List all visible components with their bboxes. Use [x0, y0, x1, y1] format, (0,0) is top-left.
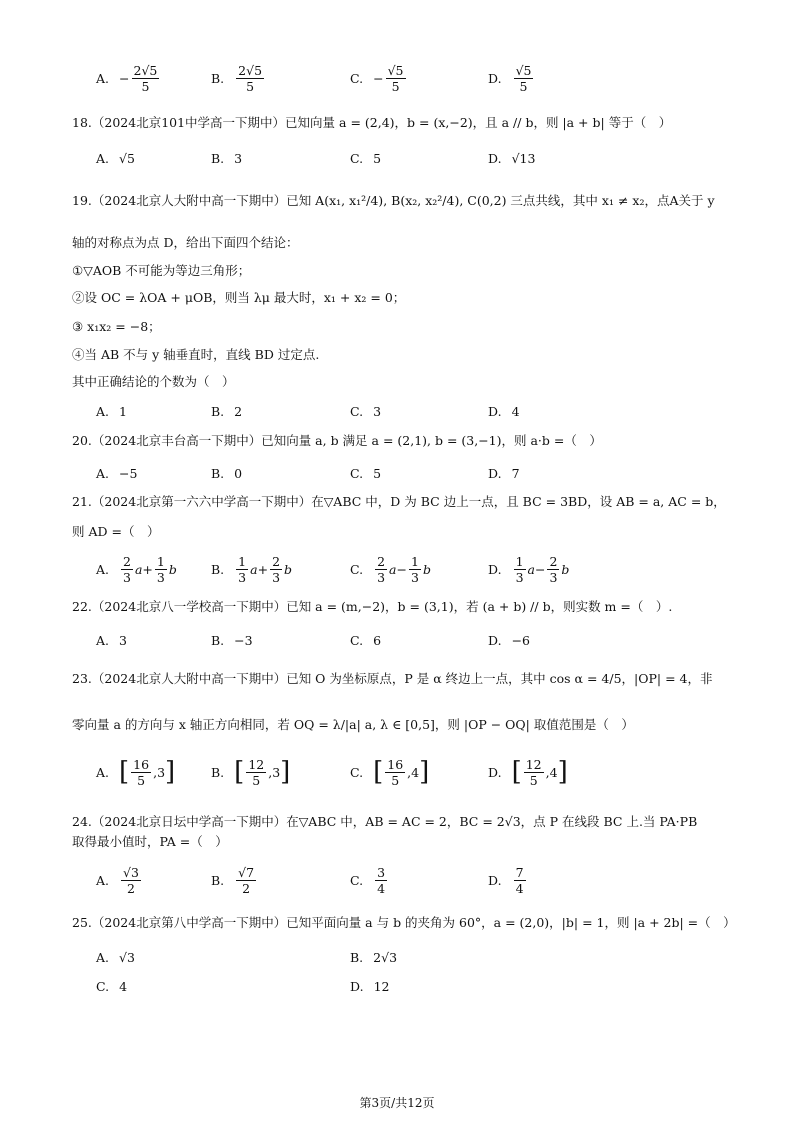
- q17-options: [96, 58, 734, 98]
- q24-option-a: A. $\frac{√3}{2}$: [96, 864, 139, 896]
- q18-stem: 18.（2024北京101中学高一下期中）已知向量 a = (2,4)，b = (x,−2)，且 a // b，则 |a + b| 等于（ ）: [72, 115, 672, 130]
- q22-option-a: A. 3: [96, 632, 127, 648]
- q24-stem-line1: 24.（2024北京日坛中学高一下期中）在▽ABC 中，AB = AC = 2，BC = 2√3，点 P 在线段 BC 上.当 PA·PB: [72, 814, 698, 829]
- q21-option-b: B. $\frac{1}{3}$ a + $\frac{2}{3}$ b: [211, 553, 293, 585]
- q23-option-b: B. [ $\frac{12}{5}$ , 3 ]: [211, 756, 291, 788]
- q23-option-d: D. [ $\frac{12}{5}$ , 4 ]: [488, 756, 568, 788]
- q24-options: [96, 860, 734, 900]
- q19-option-d: D. 4: [488, 403, 520, 419]
- q20-option-b: B. 0: [211, 465, 243, 481]
- fraction: $\frac{√5}{5}$: [387, 62, 404, 94]
- q19-option-b: B. 2: [211, 403, 243, 419]
- q22-option-d: D. −6: [488, 632, 530, 648]
- q25-options-row1: [96, 946, 734, 968]
- q23-stem-line2: 零向量 a 的方向与 x 轴正方向相同，若 OQ = λ/|a| a, λ ∈ [0,5]，则 |OP − OQ| 取值范围是（ ）: [72, 717, 634, 732]
- q25-option-d: D. 12: [350, 978, 390, 994]
- q21-stem-line1: 21.（2024北京第一六六中学高一下期中）在▽ABC 中，D 为 BC 边上一点，且 BC = 3BD，设 AB = a, AC = b，: [72, 494, 726, 509]
- q19-option-a: A. 1: [96, 403, 127, 419]
- q22-option-b: B. −3: [211, 632, 253, 648]
- q24-option-d: D. $\frac{7}{4}$: [488, 864, 524, 896]
- q20-stem: 20.（2024北京丰台高一下期中）已知向量 a, b 满足 a = (2,1), b = (3,−1)，则 a·b =（ ）: [72, 433, 602, 448]
- q20-options: [96, 462, 734, 484]
- fraction: $\frac{2√5}{5}$: [238, 62, 263, 94]
- q24-stem-line2: 取得最小值时，PA =（ ）: [72, 834, 228, 849]
- q21-option-c: C. $\frac{2}{3}$ a − $\frac{1}{3}$ b: [350, 553, 431, 585]
- q18-option-d: D. √13: [488, 150, 536, 166]
- fraction: $\frac{√5}{5}$: [515, 62, 532, 94]
- q19-option-c: C. 3: [350, 403, 382, 419]
- q20-option-c: C. 5: [350, 465, 382, 481]
- q21-options: [96, 549, 734, 589]
- fraction: $\frac{2√5}{5}$: [133, 62, 158, 94]
- q19-conclusion-4: ④当 AB 不与 y 轴垂直时，直线 BD 过定点.: [72, 347, 320, 362]
- q21-option-a: A. $\frac{2}{3}$ a + $\frac{1}{3}$ b: [96, 553, 177, 585]
- q23-option-c: C. [ $\frac{16}{5}$ , 4 ]: [350, 756, 430, 788]
- q19-ask: 其中正确结论的个数为（ ）: [72, 374, 235, 389]
- q22-stem: 22.（2024北京八一学校高一下期中）已知 a = (m,−2)，b = (3,1)，若 (a + b) // b，则实数 m =（ ）.: [72, 599, 673, 614]
- page-footer: 第3页/共12页: [359, 1096, 435, 1110]
- q25-stem: 25.（2024北京第八中学高一下期中）已知平面向量 a 与 b 的夹角为 60°，a = (2,0)，|b| = 1，则 |a + 2b| =（ ）: [72, 915, 736, 930]
- q25-options-row2: [96, 975, 734, 997]
- q25-option-b: B. 2√3: [350, 949, 398, 965]
- q24-option-b: B. $\frac{√7}{2}$: [211, 864, 255, 896]
- q19-options: [96, 400, 734, 422]
- q23-options: [96, 752, 734, 792]
- q18-option-b: B. 3: [211, 150, 243, 166]
- q21-option-d: D. $\frac{1}{3}$ a − $\frac{2}{3}$ b: [488, 553, 570, 585]
- q19-conclusion-1: ①▽AOB 不可能为等边三角形；: [72, 263, 251, 278]
- q25-option-c: C. 4: [96, 978, 128, 994]
- q19-stem-line2: 轴的对称点为点 D，给出下面四个结论：: [72, 235, 299, 250]
- q21-stem-line2: 则 AD =（ ）: [72, 524, 160, 539]
- q22-options: [96, 629, 734, 651]
- q23-option-a: A. [ $\frac{16}{5}$ , 3 ]: [96, 756, 176, 788]
- q18-option-a: A. √5: [96, 150, 135, 166]
- q17-option-a: A. − $\frac{2√5}{5}$: [96, 62, 158, 94]
- q25-option-a: A. √3: [96, 949, 135, 965]
- q23-stem-line1: 23.（2024北京人大附中高一下期中）已知 O 为坐标原点，P 是 α 终边上一点，其中 cos α = 4/5，|OP| = 4，非: [72, 671, 713, 686]
- q20-option-a: A. −5: [96, 465, 138, 481]
- q17-option-b: B. $\frac{2√5}{5}$: [211, 62, 263, 94]
- q19-stem-line1: 19.（2024北京人大附中高一下期中）已知 A(x₁, x₁²/4), B(x₂, x₂²/4), C(0,2) 三点共线，其中 x₁ ≠ x₂，点A关于 y: [72, 193, 715, 208]
- q20-option-d: D. 7: [488, 465, 520, 481]
- q18-options: [96, 147, 734, 169]
- q19-conclusion-2: ②设 OC = λOA + μOB，则当 λμ 最大时，x₁ + x₂ = 0；: [72, 290, 406, 305]
- q17-option-c: C. − $\frac{√5}{5}$: [350, 62, 404, 94]
- q24-option-c: C. $\frac{3}{4}$: [350, 864, 386, 896]
- q18-option-c: C. 5: [350, 150, 382, 166]
- q19-conclusion-3: ③ x₁x₂ = −8；: [72, 319, 161, 334]
- q17-option-d: D. $\frac{√5}{5}$: [488, 62, 532, 94]
- q22-option-c: C. 6: [350, 632, 382, 648]
